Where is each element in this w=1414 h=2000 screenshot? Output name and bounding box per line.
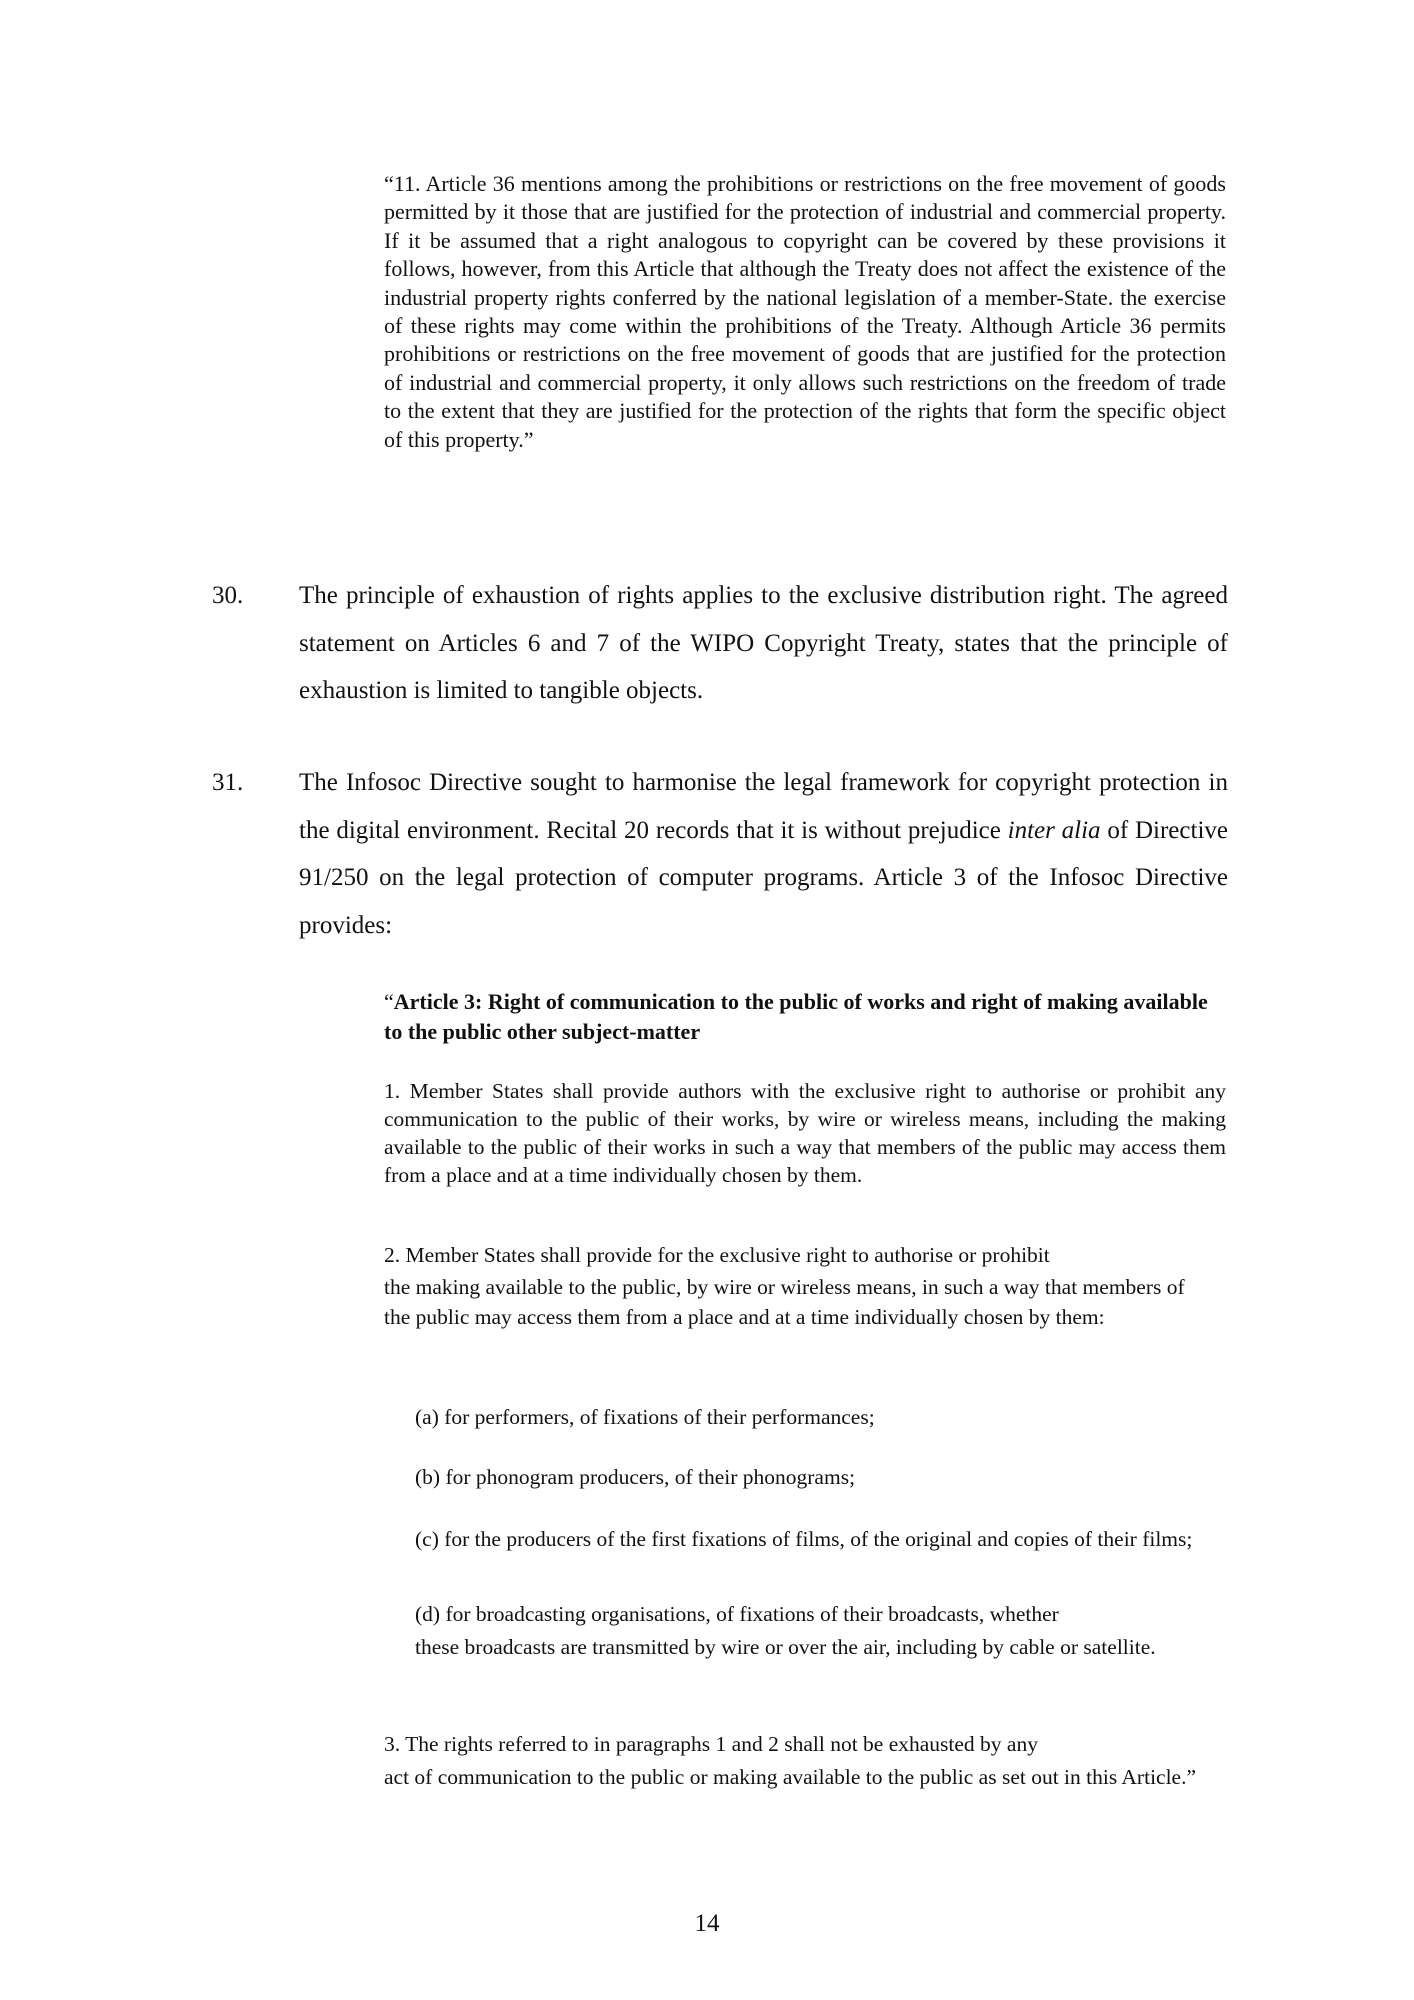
paragraph-text (299, 759, 1228, 949)
paragraph-30 (212, 572, 1228, 715)
article-3-paragraph-3 (384, 1726, 1204, 1792)
paragraph-number: 30. (212, 582, 244, 609)
page-number: 14 (694, 1910, 720, 1937)
list-item-c: (c) for the producers of the first fixations of films, of the original and copies of their films; (415, 1527, 1193, 1551)
paragraph-rest: act of communication to the public or making available to the public as set out in this Article.” (384, 1765, 1197, 1789)
heading-text: Article 3: Right of communication to the public of works and right of making available to the public other subject-matter (384, 989, 1208, 1044)
article-3-paragraph-2 (384, 1238, 1204, 1332)
paragraph-31 (212, 759, 1228, 949)
paragraph-text: The principle of exhaustion of rights applies to the exclusive distribution right. The agreed statement on Articles 6 and 7 of the WIPO Copyright Treaty, states that the principle of exhaustion is limited to tangible objects. (299, 582, 1228, 704)
list-item-rest: these broadcasts are transmitted by wire or over the air, including by cable or satellite. (415, 1635, 1156, 1659)
list-item-first-line: (d) for broadcasting organisations, of fixations of their broadcasts, whether (415, 1602, 1059, 1626)
list-item-a: (a) for performers, of fixations of their performances; (415, 1405, 875, 1429)
article-3-paragraph-1: 1. Member States shall provide authors with the exclusive right to authorise or prohibit any communication to the public of their works, by wire or wireless means, including the making available to the public of their works in such a way that members of the public may access them from a place and at a time individually chosen by them. (384, 1079, 1226, 1187)
paragraph-rest: the making available to the public, by wire or wireless means, in such a way that members of the public may access them from a place and at a time individually chosen by them: (384, 1275, 1185, 1329)
text-segment: of Directive 91/250 on the legal protection of computer programs. Article 3 of the Infosoc Directive provides: (299, 816, 1228, 939)
block-quote-paragraph-11: “11. Article 36 mentions among the prohibitions or restrictions on the free movement of goods permitted by it those that are justified for the protection of industrial and commercial property. If it be assumed that a right analogous to copyright can be covered by these provisions it follows, however, from this Article that although the Treaty does not affect the existence of the industrial property rights conferred by the national legislation of a member-State. the exercise of these rights may come within the prohibitions of the Treaty. Although Article 36 permits prohibitions or restrictions on the free movement of goods that are justified for the protection of industrial and commercial property, it only allows such restrictions on the freedom of trade to the extent that they are justified for the protection of the rights that form the specific object of this property.” (384, 171, 1226, 452)
italic-latin-phrase: inter alia (1007, 816, 1101, 844)
paragraph-first-line: 2. Member States shall provide for the exclusive right to authorise or prohibit (384, 1243, 1050, 1267)
open-quote: “ (384, 989, 394, 1014)
paragraph-first-line: 3. The rights referred to in paragraphs 1 and 2 shall not be exhausted by any (384, 1732, 1038, 1756)
text-segment: The Infosoc Directive sought to harmonise the legal framework for copyright protection in the digital environment. Recital 20 records that it is without prejudice (299, 769, 1228, 844)
article-3-heading (384, 987, 1226, 1047)
list-item-d (415, 1597, 1225, 1663)
paragraph-number: 31. (212, 769, 244, 796)
list-item-b: (b) for phonogram producers, of their phonograms; (415, 1465, 856, 1489)
